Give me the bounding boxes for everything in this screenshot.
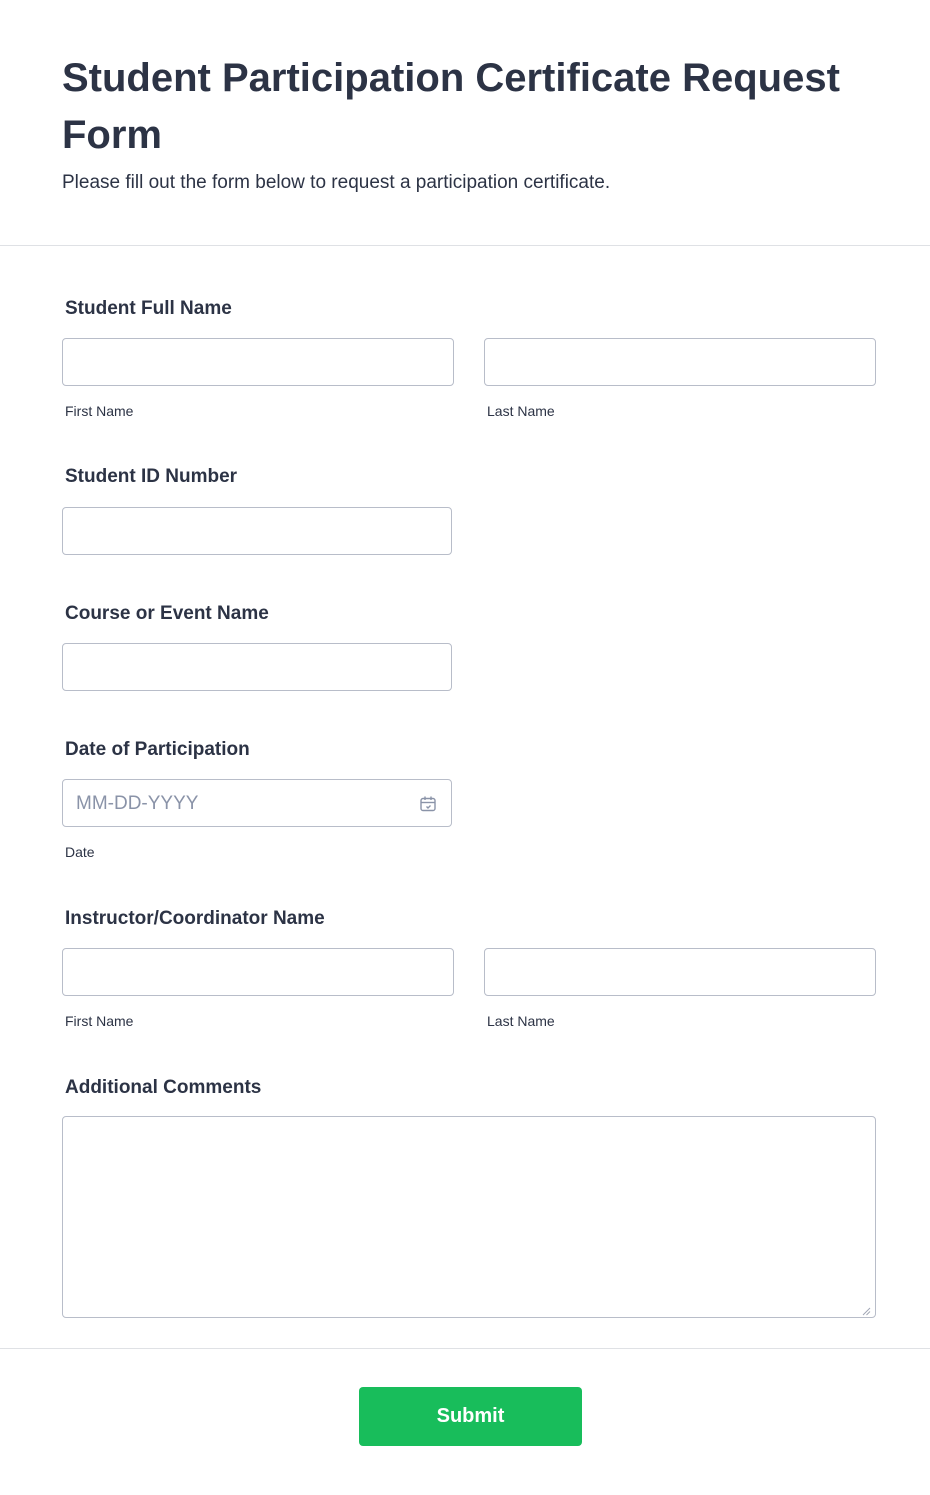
student-first-name-input[interactable] bbox=[62, 338, 454, 386]
student-last-name-sublabel: Last Name bbox=[487, 403, 555, 419]
instructor-last-name-sublabel: Last Name bbox=[487, 1013, 555, 1029]
calendar-icon[interactable] bbox=[419, 795, 437, 813]
student-first-name-sublabel: First Name bbox=[65, 403, 134, 419]
student-name-label: Student Full Name bbox=[65, 298, 232, 319]
course-name-label: Course or Event Name bbox=[65, 603, 269, 624]
footer-divider bbox=[0, 1348, 930, 1349]
form-title: Student Participation Certificate Request Form bbox=[62, 56, 840, 157]
student-id-input[interactable] bbox=[62, 507, 452, 555]
date-input[interactable] bbox=[62, 779, 452, 827]
submit-button[interactable]: Submit bbox=[359, 1387, 582, 1446]
instructor-first-name-sublabel: First Name bbox=[65, 1013, 134, 1029]
date-label: Date of Participation bbox=[65, 739, 250, 760]
header-divider bbox=[0, 245, 930, 246]
course-name-input[interactable] bbox=[62, 643, 452, 691]
instructor-name-label: Instructor/Coordinator Name bbox=[65, 908, 325, 929]
comments-label: Additional Comments bbox=[65, 1077, 262, 1098]
form-header bbox=[62, 50, 882, 196]
resize-handle-icon[interactable] bbox=[861, 1303, 871, 1313]
date-placeholder: MM-DD-YYYY bbox=[76, 793, 199, 814]
student-id-label: Student ID Number bbox=[65, 466, 238, 487]
instructor-last-name-input[interactable] bbox=[484, 948, 876, 996]
form-subtitle: Please fill out the form below to request a participation certificate. bbox=[62, 172, 611, 193]
student-last-name-input[interactable] bbox=[484, 338, 876, 386]
date-sublabel: Date bbox=[65, 844, 95, 860]
comments-textarea[interactable] bbox=[62, 1116, 876, 1318]
instructor-first-name-input[interactable] bbox=[62, 948, 454, 996]
